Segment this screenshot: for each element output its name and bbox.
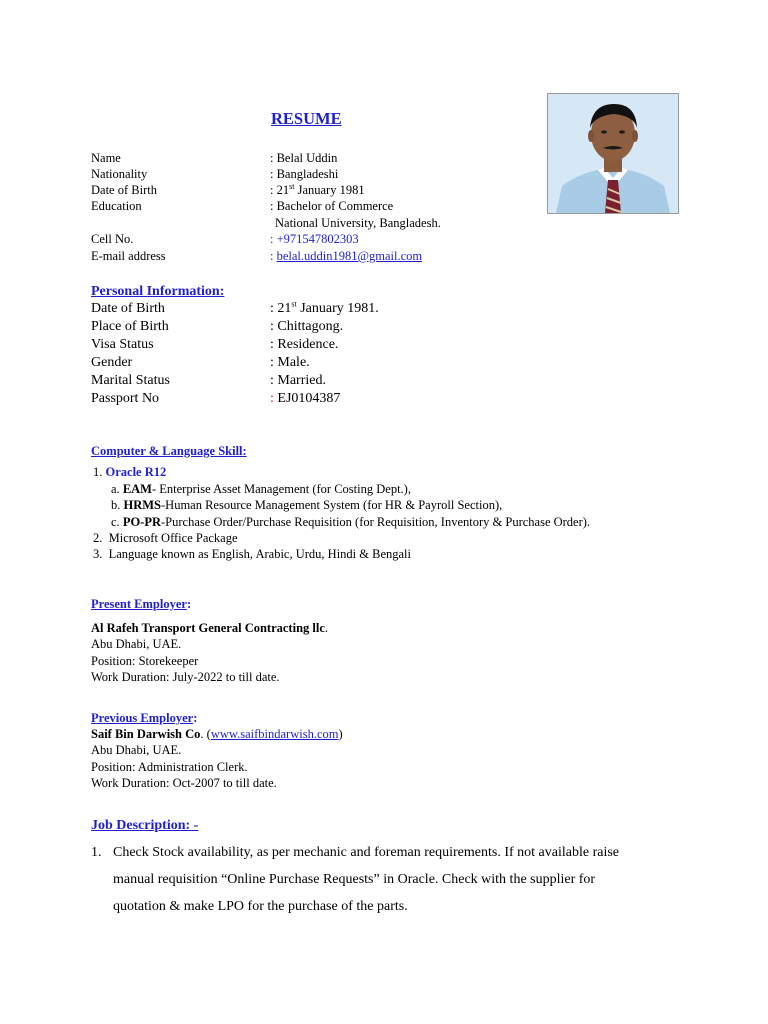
email-label: E-mail address bbox=[91, 249, 166, 263]
passport-label: Passport No bbox=[91, 391, 160, 406]
present-position: Position: Storekeeper bbox=[91, 654, 199, 668]
cell-label: Cell No. bbox=[91, 232, 134, 246]
previous-location: Abu Dhabi, UAE. bbox=[91, 743, 182, 757]
gender-label: Gender bbox=[91, 355, 133, 370]
education-value: : Bachelor of Commerce bbox=[270, 199, 394, 213]
gender-value: : Male. bbox=[270, 355, 310, 370]
skill-item-office: 2. Microsoft Office Package bbox=[93, 531, 238, 545]
cell-value: : +971547802303 bbox=[270, 232, 359, 246]
marital-status-label: Marital Status bbox=[91, 373, 170, 388]
education-label: Education bbox=[91, 199, 142, 213]
cell-row bbox=[91, 232, 651, 248]
personal-dob-value: : 21st January 1981. bbox=[270, 299, 379, 316]
job-description-heading: Job Description: - bbox=[91, 818, 199, 833]
job-line-1: Check Stock availability, as per mechanic and foreman requirements. If not available raise bbox=[113, 845, 620, 860]
job-line-3: quotation & make LPO for the purchase of the parts. bbox=[113, 899, 408, 914]
name-value: : Belal Uddin bbox=[270, 151, 338, 165]
name-label: Name bbox=[91, 151, 121, 165]
skill-sub-popr: c. PO-PR-Purchase Order/Purchase Requisition (for Requisition, Inventory & Purchase Order). bbox=[111, 515, 591, 529]
previous-position: Position: Administration Clerk. bbox=[91, 760, 248, 774]
present-company: Al Rafeh Transport General Contracting llc. bbox=[91, 621, 329, 635]
education-row bbox=[91, 199, 651, 215]
company-website-link[interactable]: www.saifbindarwish.com bbox=[210, 727, 339, 741]
gender-row bbox=[91, 355, 651, 371]
name-row bbox=[91, 151, 651, 167]
present-employer-heading: Present Employer: bbox=[91, 597, 192, 611]
passport-value: : EJ0104387 bbox=[270, 391, 341, 406]
dob-value: : 21st January 1981 bbox=[270, 181, 365, 197]
skill-item-oracle: 1. Oracle R12 bbox=[93, 465, 167, 479]
nationality-label: Nationality bbox=[91, 167, 148, 181]
marital-status-row bbox=[91, 373, 651, 389]
dob-label: Date of Birth bbox=[91, 183, 157, 197]
visa-status-row bbox=[91, 337, 651, 353]
nationality-value: : Bangladeshi bbox=[270, 167, 339, 181]
job-line-2: manual requisition “Online Purchase Requests” in Oracle. Check with the supplier for bbox=[113, 872, 596, 887]
previous-duration: Work Duration: Oct-2007 to till date. bbox=[91, 776, 277, 790]
personal-dob-row bbox=[91, 301, 651, 317]
nationality-row bbox=[91, 167, 651, 183]
skill-item-language: 3. Language known as English, Arabic, Urdu, Hindi & Bengali bbox=[93, 547, 411, 561]
passport-row bbox=[91, 391, 651, 407]
email-row bbox=[91, 249, 651, 265]
skill-sub-hrms: b. HRMS-Human Resource Management System (for HR & Payroll Section), bbox=[111, 498, 503, 512]
place-of-birth-row bbox=[91, 319, 651, 335]
present-duration: Work Duration: July-2022 to till date. bbox=[91, 670, 280, 684]
personal-info-heading: Personal Information: bbox=[91, 284, 225, 299]
visa-status-value: : Residence. bbox=[270, 337, 339, 352]
skills-heading: Computer & Language Skill: bbox=[91, 444, 247, 458]
visa-status-label: Visa Status bbox=[91, 337, 154, 352]
dob-row bbox=[91, 183, 651, 199]
previous-company: Saif Bin Darwish Co. (www.saifbindarwish.com) bbox=[91, 727, 343, 741]
email-value: : belal.uddin1981@gmail.com bbox=[270, 249, 423, 263]
skill-sub-eam: a. EAM- Enterprise Asset Management (for Costing Dept.), bbox=[111, 482, 411, 496]
place-of-birth-value: : Chittagong. bbox=[270, 319, 344, 334]
education-value-2: National University, Bangladesh. bbox=[275, 216, 441, 230]
personal-dob-label: Date of Birth bbox=[91, 301, 165, 316]
place-of-birth-label: Place of Birth bbox=[91, 319, 169, 334]
education-row-2 bbox=[91, 216, 651, 232]
previous-employer-heading: Previous Employer: bbox=[91, 711, 198, 725]
job-item-number: 1. bbox=[91, 845, 102, 860]
marital-status-value: : Married. bbox=[270, 373, 326, 388]
email-link[interactable]: belal.uddin1981@gmail.com bbox=[276, 249, 423, 263]
resume-title: RESUME bbox=[271, 109, 342, 128]
present-location: Abu Dhabi, UAE. bbox=[91, 637, 182, 651]
